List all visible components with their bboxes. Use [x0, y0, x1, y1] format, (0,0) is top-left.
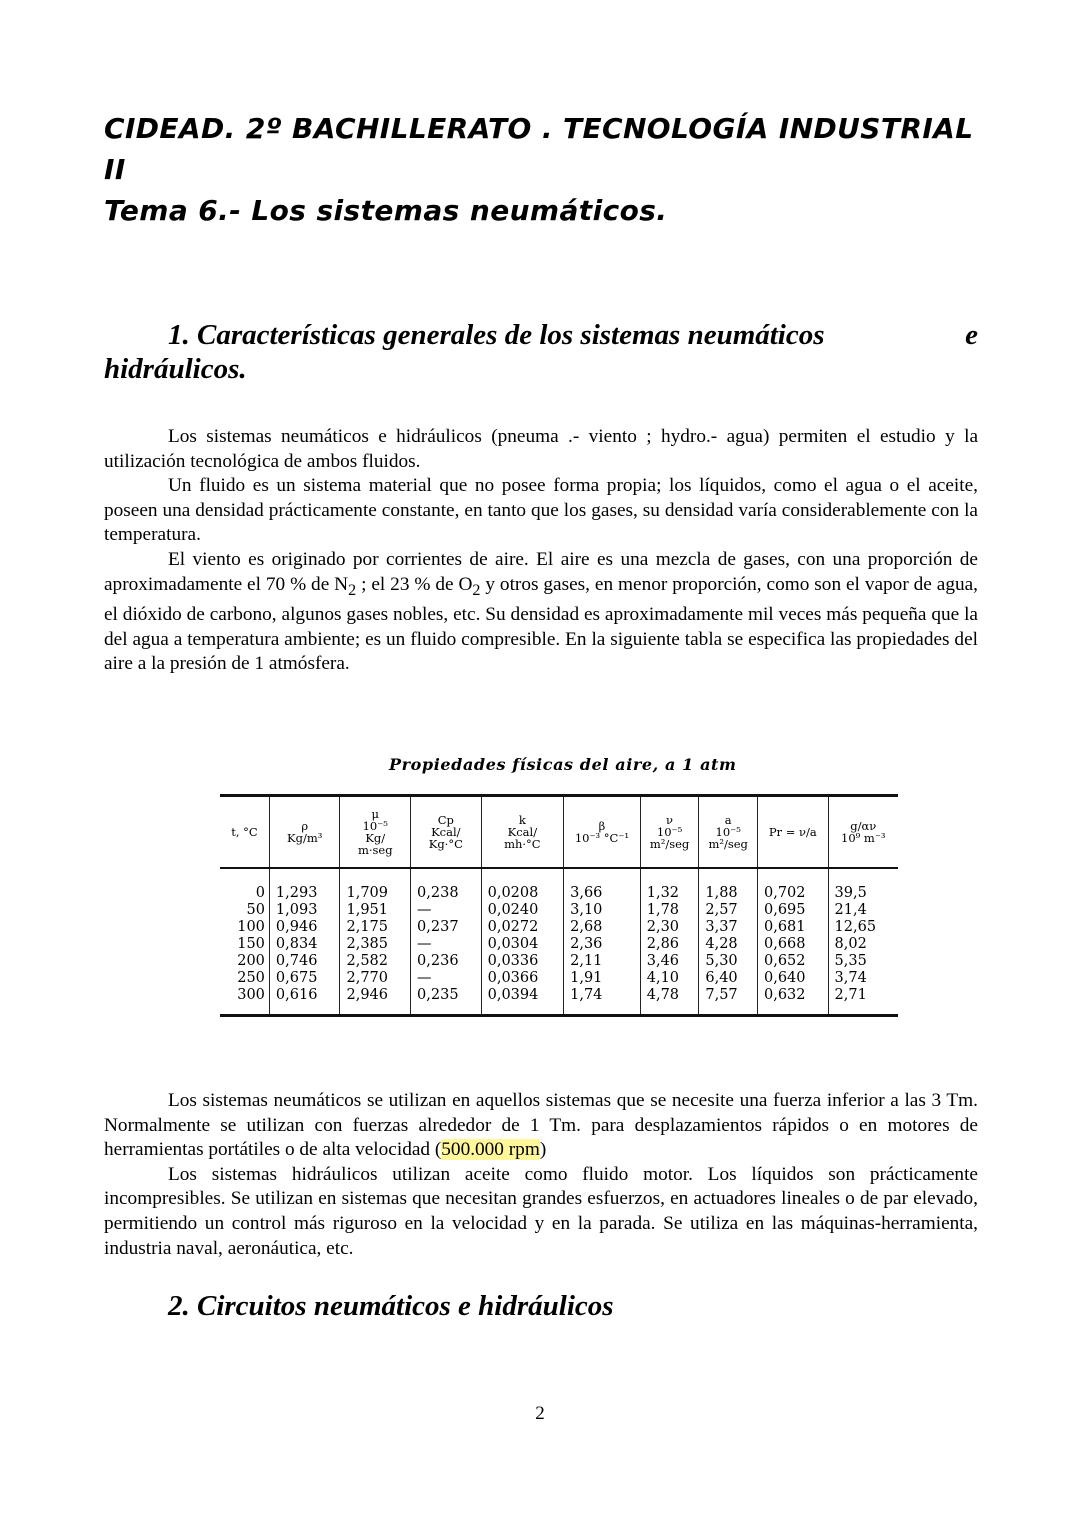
table-column-header: μ 10⁻⁵ Kg/ m·seg	[340, 796, 411, 869]
usage-text	[104, 1089, 978, 1261]
table-cell: 150	[237, 936, 265, 952]
table-column-header: a 10⁻⁵ m²/seg	[699, 796, 758, 869]
table-cell: 3,37	[699, 919, 758, 936]
table-column-header: ρ Kg/m³	[269, 796, 340, 869]
table-cell: 1,74	[564, 987, 641, 1016]
table-cell: 1,88	[699, 885, 758, 902]
paragraph-air-composition: El viento es originado por corrientes de aire. El aire es una mezcla de gases, con una proporción de aproximadamente el 70 % de $N_2$ ; el 23 % de $O_2$ y otros gases, en menor proporción, como son el vapor de agua, el dióxido de carbono, algunos gases nobles, etc. Su densidad es aproximadamente mil veces más pequeña que la del agua a temperatura ambiente; es un fluido compresible. En la siguiente tabla se especifica las propiedades del aire a la presión de 1 atmósfera.	[104, 548, 978, 675]
page-number: 2	[535, 1403, 545, 1424]
table-cell: 100	[237, 919, 265, 935]
table-caption: Propiedades físicas del aire, a 1 atm	[389, 755, 737, 774]
table-cell: 3,46	[640, 953, 699, 970]
table-cell: 3,74	[828, 970, 898, 987]
table-cell: 0,238	[411, 885, 482, 902]
table-row	[220, 919, 898, 936]
table-cell: 0,0272	[481, 919, 564, 936]
table-cell: 0,0240	[481, 902, 564, 919]
table-cell: 0,0208	[481, 885, 564, 902]
table-cell: 3,66	[564, 885, 641, 902]
paragraph: Un fluido es un sistema material que no posee forma propia; los líquidos, como el agua o el aceite, poseen una densidad prácticamente constante, en tanto que los gases, su densidad varía considerablemente con la temperatura.	[104, 475, 978, 546]
table-row	[220, 987, 898, 1016]
table-cell: 39,5	[828, 885, 898, 902]
section-1-title-end: hidráulicos.	[104, 353, 247, 385]
table-cell: 200	[237, 953, 265, 969]
table-column-header: β 10⁻³ °C⁻¹	[564, 796, 641, 869]
table-cell: 0,695	[757, 902, 828, 919]
table-cell: 1,78	[640, 902, 699, 919]
table-cell: —	[411, 902, 482, 919]
table-cell: 8,02	[828, 936, 898, 953]
table-cell: 5,30	[699, 953, 758, 970]
table-row	[220, 885, 898, 902]
table-cell: 2,30	[640, 919, 699, 936]
table-cell: 7,57	[699, 987, 758, 1016]
table-cell: 0,236	[411, 953, 482, 970]
header-course: CIDEAD. 2º BACHILLERATO . TECNOLOGÍA INDUSTRIAL	[104, 112, 974, 145]
table-cell: 0,834	[269, 936, 340, 953]
table-column-header: ν 10⁻⁵ m²/seg	[640, 796, 699, 869]
table-cell: —	[411, 936, 482, 953]
table-cell: 0,0366	[481, 970, 564, 987]
table-cell: 0,681	[757, 919, 828, 936]
table-cell: 1,293	[269, 885, 340, 902]
table-cell: 250	[237, 970, 265, 986]
intro-text	[104, 425, 978, 677]
table-cell: 0,946	[269, 919, 340, 936]
table-cell: 0	[255, 885, 265, 901]
table-cell: 1,32	[640, 885, 699, 902]
table-cell: 0,0304	[481, 936, 564, 953]
section-2-heading: 2. Circuitos neumáticos e hidráulicos	[168, 1290, 614, 1322]
table-cell: 2,68	[564, 919, 641, 936]
table-row	[220, 953, 898, 970]
table-cell: 2,385	[340, 936, 411, 953]
table-cell: 1,709	[340, 885, 411, 902]
table-cell: 0,640	[757, 970, 828, 987]
table-cell: 21,4	[828, 902, 898, 919]
table-row	[220, 970, 898, 987]
table-cell: —	[411, 970, 482, 987]
table-row	[220, 902, 898, 919]
table-cell: 2,57	[699, 902, 758, 919]
table-cell: 0,652	[757, 953, 828, 970]
table-cell: 0,616	[269, 987, 340, 1016]
table-column-header: Cp Kcal/ Kg·°C	[411, 796, 482, 869]
table-cell: 4,10	[640, 970, 699, 987]
paragraph: Los sistemas neumáticos e hidráulicos (pneuma .- viento ; hydro.- agua) permiten el estudio y la utilización tecnológica de ambos fluidos.	[104, 426, 978, 472]
table-cell: 2,86	[640, 936, 699, 953]
paragraph-hydraulic-usage: Los sistemas hidráulicos utilizan aceite como fluido motor. Los líquidos son prácticamente incompresibles. Se utilizan en sistemas que necesitan grandes esfuerzos, en actuadores lineales o de par elevado, permitiendo un control más riguroso en la velocidad y en la parada. Se utiliza en las máquinas-herramienta, industria naval, aeronáutica, etc.	[104, 1163, 978, 1259]
table-cell: 50	[246, 902, 265, 918]
air-properties-table	[220, 794, 898, 1017]
table-cell: 2,71	[828, 987, 898, 1016]
table-cell: 0,235	[411, 987, 482, 1016]
table-cell: 0,668	[757, 936, 828, 953]
table-cell: 1,951	[340, 902, 411, 919]
table-cell: 0,0394	[481, 987, 564, 1016]
table-cell: 2,770	[340, 970, 411, 987]
table-cell: 4,28	[699, 936, 758, 953]
section-1-title-conjunction: e	[965, 319, 978, 351]
table-cell: 1,093	[269, 902, 340, 919]
table-cell: 2,36	[564, 936, 641, 953]
table-cell: 2,582	[340, 953, 411, 970]
document-header	[104, 108, 984, 231]
table-cell: 4,78	[640, 987, 699, 1016]
table-column-header: k Kcal/ mh·°C	[481, 796, 564, 869]
table-column-header: Pr = ν/a	[757, 796, 828, 869]
header-topic: Tema 6.- Los sistemas neumáticos.	[104, 194, 668, 227]
highlighted-rpm: 500.000 rpm	[441, 1139, 540, 1161]
table-row	[220, 936, 898, 953]
table-cell: 6,40	[699, 970, 758, 987]
table-cell: 2,175	[340, 919, 411, 936]
table-cell: 0,237	[411, 919, 482, 936]
table-cell: 0,0336	[481, 953, 564, 970]
section-1-title-main: 1. Características generales de los sistemas neumáticos	[168, 319, 825, 351]
table-cell: 0,746	[269, 953, 340, 970]
table-cell: 5,35	[828, 953, 898, 970]
section-1-heading	[104, 318, 978, 386]
table-cell: 2,11	[564, 953, 641, 970]
paragraph-pneumatic-usage: Los sistemas neumáticos se utilizan en aquellos sistemas que se necesite una fuerza inferior a las 3 Tm. Normalmente se utilizan con fuerzas alrededor de 1 Tm. para desplazamientos rápidos o en motores de herramientas portátiles o de alta velocidad (500.000 rpm)	[104, 1090, 978, 1161]
table-cell: 0,632	[757, 987, 828, 1016]
table-header-row	[220, 796, 898, 869]
table-cell: 2,946	[340, 987, 411, 1016]
table-column-header: t, °C	[220, 796, 269, 869]
table-cell: 12,65	[828, 919, 898, 936]
table-cell: 1,91	[564, 970, 641, 987]
header-course-continued: II	[104, 153, 126, 186]
table-cell: 0,702	[757, 885, 828, 902]
table-cell: 3,10	[564, 902, 641, 919]
table-cell: 0,675	[269, 970, 340, 987]
table-cell: 300	[237, 987, 265, 1003]
table-column-header: g/αν 10⁹ m⁻³	[828, 796, 898, 869]
